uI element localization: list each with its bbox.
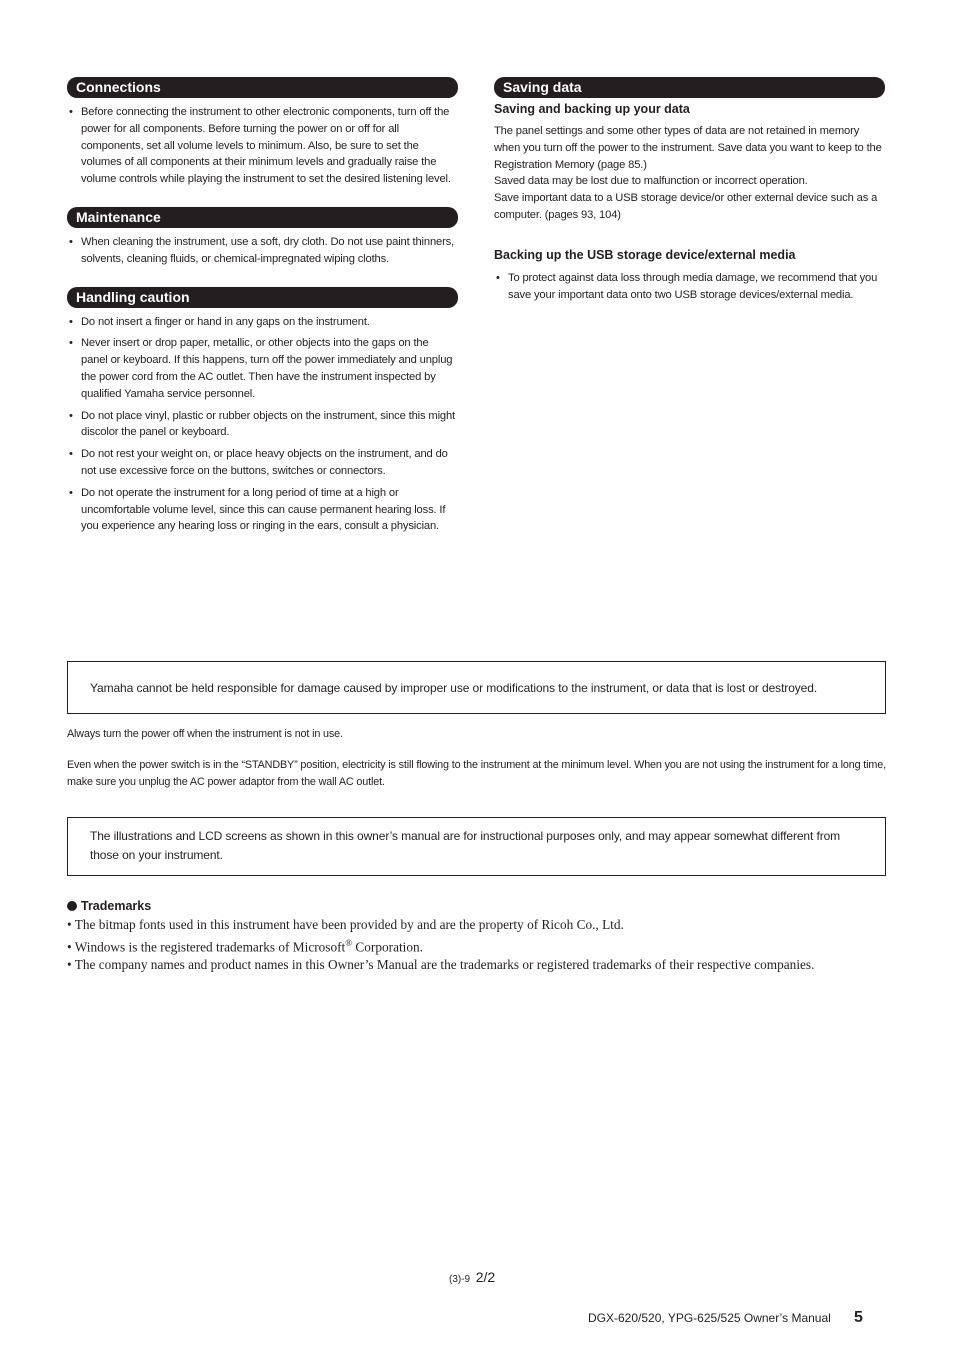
maintenance-header: Maintenance (67, 207, 458, 228)
list-item (67, 934, 897, 956)
saving-paragraph (494, 123, 885, 224)
trademark-windows-text: • Windows is the registered trademarks of Microsoft (67, 939, 346, 955)
list-item: • Do not insert a finger or hand in any gaps on the instrument. (67, 314, 458, 331)
handling-caution-header: Handling caution (67, 287, 458, 308)
illustrations-box (67, 817, 886, 876)
connections-list (67, 104, 458, 188)
saving-para-1: The panel settings and some other types of data are not retained in memory when you turn off the power to the instrument. Save data you want to keep to the Registration Memory (page 85.) (494, 125, 882, 171)
list-item: • To protect against data loss through media damage, we recommend that you save your important data onto two USB storage devices/external media. (494, 270, 885, 304)
power-off-note: Always turn the power off when the instrument is not in use. (67, 728, 343, 740)
registered-mark: ® (345, 938, 353, 948)
document-code-big: 2/2 (475, 1269, 496, 1285)
trademark-windows-suffix: Corporation. (352, 939, 423, 955)
saving-para-2: Saved data may be lost due to malfunction or incorrect operation. (494, 175, 808, 188)
maintenance-list (67, 234, 458, 268)
disclaimer-text: Yamaha cannot be held responsible for damage caused by improper use or modifications to the instrument, or data that is lost or destroyed. (90, 681, 818, 695)
handling-caution-list (67, 314, 458, 536)
disclaimer-box (67, 661, 886, 714)
document-code (449, 1269, 495, 1285)
backup-list (494, 270, 885, 304)
list-item: • The bitmap fonts used in this instrument have been provided by and are the property of Ricoh Co., Ltd. (67, 917, 624, 932)
connections-header: Connections (67, 77, 458, 98)
page-number: 5 (854, 1309, 863, 1326)
list-item: • Never insert or drop paper, metallic, or other objects into the gaps on the panel or keyboard. If this happens, turn off the power immediately and unplug the power cord from the AC outlet. Then have the instrument inspected by qualified Yamaha service personnel. (67, 335, 458, 402)
saving-para-3: Save important data to a USB storage device/or other external device such as a computer. (pages 93, 104) (494, 192, 878, 221)
saving-data-header: Saving data (494, 77, 885, 98)
list-item: • When cleaning the instrument, use a soft, dry cloth. Do not use paint thinners, solvents, cleaning fluids, or chemical-impregnated wiping cloths. (67, 234, 458, 268)
list-item: • The company names and product names in this Owner’s Manual are the trademarks or registered trademarks of their respective companies. (67, 957, 815, 973)
trademarks-title: Trademarks (81, 899, 152, 913)
manual-title: DGX-620/520, YPG-625/525 Owner’s Manual (588, 1311, 831, 1325)
left-column (67, 77, 458, 540)
right-column (494, 77, 885, 308)
list-item: • Do not operate the instrument for a long period of time at a high or uncomfortable volume level, since this can cause permanent hearing loss. If you experience any hearing loss or ringing in the ears, consult a physician. (67, 485, 458, 535)
trademarks-heading (67, 898, 897, 914)
backup-subhead: Backing up the USB storage device/external media (494, 247, 796, 262)
saving-subhead: Saving and backing up your data (494, 102, 690, 116)
bullet-circle-icon (67, 901, 77, 911)
list-item: • Do not rest your weight on, or place heavy objects on the instrument, and do not use excessive force on the buttons, switches or connectors. (67, 446, 458, 480)
list-item: • Before connecting the instrument to other electronic components, turn off the power for all components. Before turning the power on or off for all components, set all volume levels to minimum. Also, be sure to set the volumes of all components at their minimum levels and gradually raise the volume controls while playing the instrument to set the desired listening level. (67, 104, 458, 188)
trademarks-section (67, 898, 897, 974)
list-item: • Do not place vinyl, plastic or rubber objects on the instrument, since this might discolor the panel or keyboard. (67, 408, 458, 442)
illustrations-text: The illustrations and LCD screens as shown in this owner’s manual are for instructional purposes only, and may appear somewhat different from those on your instrument. (90, 829, 841, 862)
trademarks-list (67, 916, 897, 974)
standby-note: Even when the power switch is in the “STANDBY” position, electricity is still flowing to the instrument at the minimum level. When you are not using the instrument for a long time, make sure you unplug the AC power adaptor from the wall AC outlet. (67, 759, 886, 788)
document-code-small: (3)-9 (449, 1274, 471, 1285)
